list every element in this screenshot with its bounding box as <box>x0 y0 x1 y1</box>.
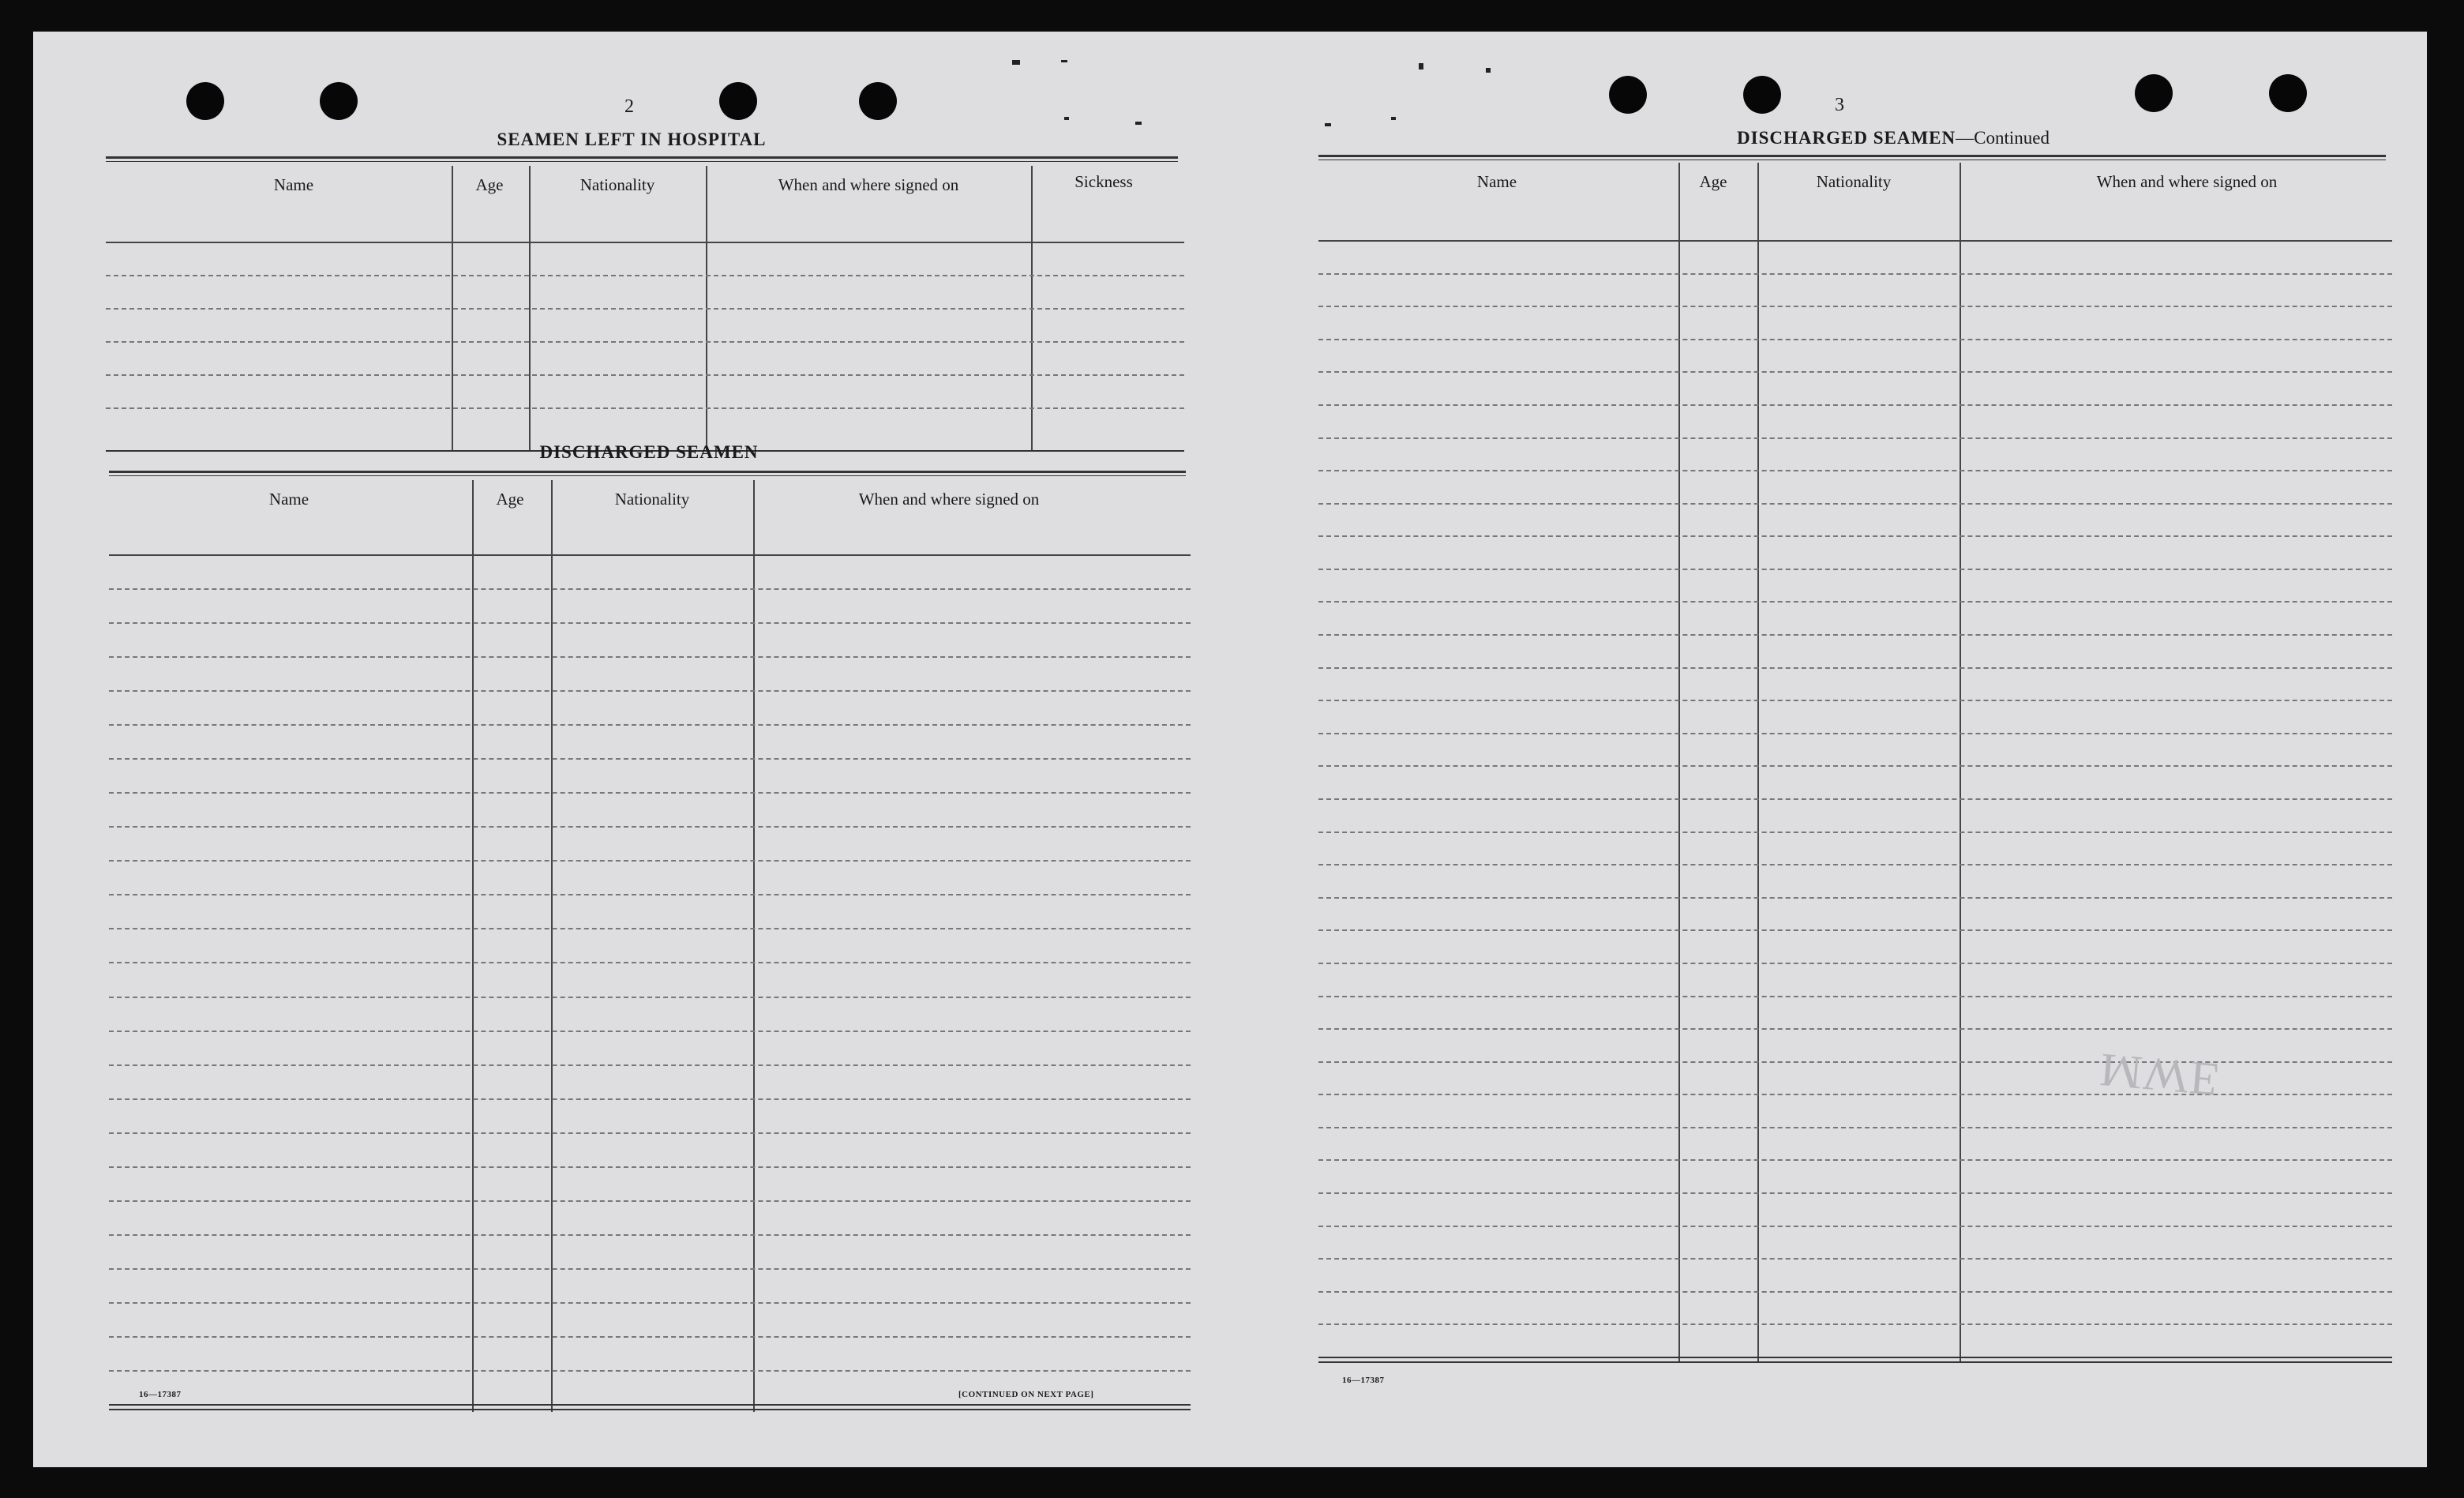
row-line <box>1318 1159 2392 1161</box>
speck <box>1325 123 1331 126</box>
row-line <box>1318 929 2392 931</box>
title-main: DISCHARGED SEAMEN <box>1737 128 1956 148</box>
column-header-nationality: Nationality <box>614 490 690 509</box>
speck <box>1012 60 1020 65</box>
row-line <box>109 826 1191 828</box>
punch-hole <box>2135 74 2173 112</box>
punch-hole <box>1609 76 1647 114</box>
row-line <box>109 1336 1191 1338</box>
row-line <box>109 860 1191 862</box>
row-line <box>109 962 1191 963</box>
column-rule <box>551 480 553 1412</box>
row-line <box>109 724 1191 726</box>
header-rule <box>106 242 1184 243</box>
row-line <box>109 1098 1191 1100</box>
row-line <box>1318 832 2392 833</box>
row-line <box>109 894 1191 895</box>
row-line <box>109 1031 1191 1032</box>
punch-hole <box>1743 76 1781 114</box>
row-line <box>1318 798 2392 800</box>
row-line <box>1318 1258 2392 1260</box>
row-line <box>1318 996 2392 997</box>
row-line <box>109 997 1191 998</box>
page-number: 3 <box>1835 95 1844 115</box>
row-line <box>1318 273 2392 275</box>
column-header-name: Name <box>268 490 309 509</box>
header-rule <box>1318 240 2392 242</box>
column-header-age: Age <box>475 175 504 194</box>
hospital-table <box>106 166 1184 452</box>
column-header-age: Age <box>1699 172 1727 191</box>
row-line <box>109 1302 1191 1304</box>
row-line <box>1318 1226 2392 1227</box>
row-line <box>106 407 1184 409</box>
speck <box>1135 122 1142 125</box>
row-line <box>109 1234 1191 1236</box>
row-line <box>106 374 1184 376</box>
faint-stamp: ƎWM <box>2096 1043 2222 1106</box>
row-line <box>109 690 1191 692</box>
column-rule <box>753 480 755 1412</box>
column-header-signed-on: When and where signed on <box>2096 172 2278 191</box>
row-line <box>1318 1094 2392 1095</box>
row-line <box>1318 1127 2392 1128</box>
row-line <box>109 622 1191 624</box>
column-rule <box>472 480 474 1412</box>
row-line <box>1318 339 2392 340</box>
row-line <box>1318 1323 2392 1325</box>
row-line <box>1318 700 2392 701</box>
row-line <box>1318 765 2392 767</box>
bottom-rule <box>1318 1361 2392 1363</box>
row-line <box>109 1132 1191 1134</box>
column-rule <box>1960 163 1961 1363</box>
column-rule <box>1678 163 1680 1363</box>
row-line <box>109 1268 1191 1270</box>
row-line <box>1318 1028 2392 1030</box>
row-line <box>1318 569 2392 570</box>
discharged-continued-title <box>1737 128 2050 148</box>
column-header-age: Age <box>496 490 524 509</box>
form-number: 16—17387 <box>139 1390 182 1399</box>
punch-hole <box>186 82 224 120</box>
hospital-section-title: SEAMEN LEFT IN HOSPITAL <box>497 130 767 149</box>
row-line <box>109 1166 1191 1168</box>
column-header-nationality: Nationality <box>1816 172 1892 191</box>
page-number: 2 <box>624 96 634 117</box>
continued-note: [CONTINUED ON NEXT PAGE] <box>958 1390 1094 1399</box>
row-line <box>1318 733 2392 734</box>
row-line <box>109 588 1191 590</box>
column-header-sickness: Sickness <box>1074 172 1133 191</box>
row-line <box>1318 864 2392 865</box>
speck <box>1061 60 1067 62</box>
row-line <box>1318 897 2392 899</box>
row-line <box>109 656 1191 658</box>
title-continued: —Continued <box>1956 128 2050 148</box>
discharged-continued-table <box>1318 163 2392 1363</box>
row-line <box>106 308 1184 310</box>
double-rule <box>1318 155 2386 160</box>
row-line <box>109 1200 1191 1202</box>
column-header-name: Name <box>1476 172 1517 191</box>
punch-hole <box>719 82 757 120</box>
row-line <box>106 341 1184 343</box>
row-line <box>1318 371 2392 373</box>
bottom-rule <box>1318 1357 2392 1358</box>
row-line <box>1318 963 2392 964</box>
row-line <box>1318 404 2392 406</box>
column-header-nationality: Nationality <box>579 175 655 194</box>
row-line <box>1318 1291 2392 1293</box>
row-line <box>109 792 1191 794</box>
speck <box>1391 117 1396 120</box>
form-number: 16—17387 <box>1342 1376 1385 1385</box>
column-header-signed-on: When and where signed on <box>858 490 1040 509</box>
row-line <box>109 928 1191 929</box>
double-rule <box>106 156 1178 162</box>
row-line <box>1318 634 2392 636</box>
bottom-rule <box>109 1404 1191 1406</box>
row-line <box>1318 306 2392 307</box>
column-header-name: Name <box>273 175 314 194</box>
punch-hole <box>859 82 897 120</box>
column-header-signed-on: When and where signed on <box>778 175 959 194</box>
header-rule <box>109 554 1191 556</box>
discharged-section-title: DISCHARGED SEAMEN <box>539 442 759 462</box>
double-rule <box>109 471 1186 476</box>
row-line <box>109 1064 1191 1066</box>
row-line <box>1318 503 2392 505</box>
document-sheet <box>33 32 2427 1467</box>
row-line <box>1318 1192 2392 1194</box>
speck <box>1419 63 1423 69</box>
row-line <box>1318 535 2392 537</box>
row-line <box>106 275 1184 276</box>
row-line <box>1318 470 2392 471</box>
discharged-table <box>109 480 1191 1412</box>
row-line <box>1318 601 2392 603</box>
punch-hole <box>320 82 358 120</box>
row-line <box>109 1370 1191 1372</box>
row-line <box>1318 667 2392 669</box>
speck <box>1486 68 1491 73</box>
column-rule <box>1757 163 1759 1363</box>
row-line <box>109 758 1191 760</box>
row-line <box>1318 437 2392 439</box>
bottom-rule <box>109 1409 1191 1410</box>
speck <box>1064 117 1069 120</box>
row-line <box>1318 1061 2392 1063</box>
punch-hole <box>2269 74 2307 112</box>
